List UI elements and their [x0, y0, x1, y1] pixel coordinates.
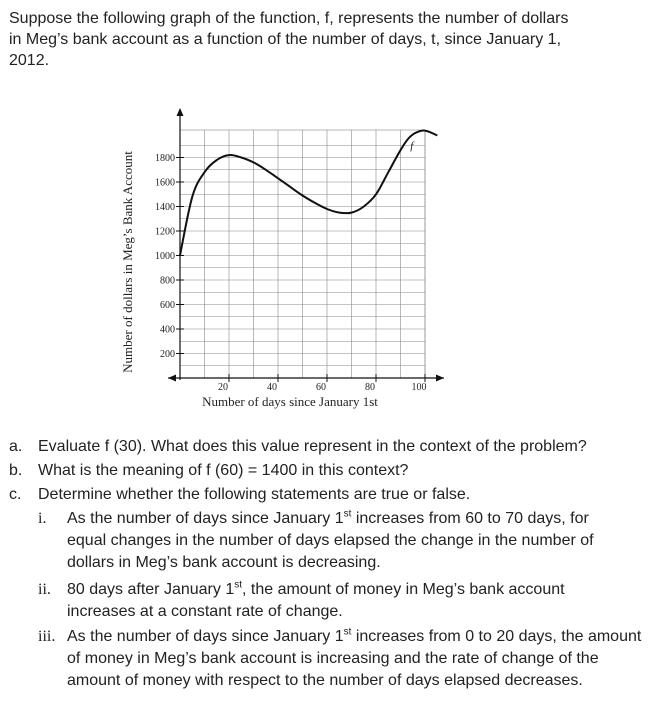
- question-a-marker: a.: [9, 438, 23, 455]
- statement-ii-line-1: [67, 579, 653, 601]
- question-a-text: Evaluate f (30). What does this value represent in the context of the problem?: [38, 438, 587, 455]
- statement-iii-sup: st: [343, 626, 352, 638]
- question-b-text: What is the meaning of f (60) = 1400 in this context?: [38, 462, 409, 479]
- statement-i-marker: i.: [38, 510, 47, 527]
- y-tick-label: 1600: [155, 177, 175, 189]
- statement-i-line-1-start: As the number of days since January 1: [67, 510, 344, 527]
- statement-i-text: [67, 508, 653, 574]
- intro-line-1: Suppose the following graph of the function, f, represents the number of dollars: [9, 10, 569, 27]
- statement-ii-text: [67, 579, 653, 623]
- y-tick-label: 800: [160, 275, 175, 287]
- function-f-curve: [180, 131, 437, 256]
- x-tick-labels: [218, 374, 427, 393]
- chart-axes: [168, 108, 444, 382]
- statement-ii-sup: st: [234, 579, 242, 591]
- y-tick-label: 1400: [155, 202, 175, 213]
- bank-account-graph: [110, 100, 450, 420]
- statement-i-line-1: [67, 508, 653, 530]
- y-axis-arrow: [177, 108, 184, 116]
- statement-ii-line-1-start: 80 days after January 1: [67, 581, 235, 598]
- question-c-marker: c.: [9, 486, 22, 503]
- intro-line-2: in Meg’s bank account as a function of the number of days, t, since January 1,: [9, 31, 562, 48]
- statement-i-line-2: equal changes in the number of days elapsed the change in the number of: [67, 532, 594, 549]
- x-tick-label: 20: [218, 382, 228, 393]
- statement-iii-marker: iii.: [38, 628, 56, 645]
- question-c-text: Determine whether the following statements are true or false.: [38, 486, 471, 503]
- statement-ii-marker: ii.: [38, 581, 51, 598]
- statement-iii-line-1-start: As the number of days since January 1: [67, 628, 344, 645]
- x-tick-label: 100: [411, 382, 427, 393]
- y-axis-label: Number of dollars in Meg’s Bank Account: [120, 151, 135, 373]
- statement-iii-line-1: [67, 626, 658, 648]
- chart-grid: [180, 130, 425, 378]
- x-tick-label: 80: [365, 382, 375, 393]
- x-tick-label: 40: [267, 382, 277, 393]
- x-tick-label: 60: [316, 382, 326, 393]
- question-b-marker: b.: [9, 462, 23, 479]
- statement-iii-line-3: amount of money with respect to the number of days elapsed decreases.: [67, 672, 583, 689]
- curve-label-f: f: [410, 139, 414, 152]
- y-tick-label: 1800: [155, 153, 175, 164]
- y-tick-label: 600: [160, 300, 175, 311]
- statement-iii-line-1-end: increases from 0 to 20 days, the amount: [351, 628, 642, 645]
- statement-iii-text: [67, 626, 658, 692]
- statement-ii-line-2: increases at a constant rate of change.: [67, 603, 343, 620]
- y-tick-label: 200: [160, 349, 175, 360]
- statement-ii-line-1-end: , the amount of money in Meg’s bank account: [242, 581, 565, 598]
- intro-line-3: 2012.: [9, 52, 50, 69]
- y-tick-label: 400: [160, 324, 175, 336]
- y-tick-label: 1000: [155, 251, 175, 262]
- problem-statement: [9, 8, 649, 71]
- y-tick-label: 1200: [155, 226, 175, 238]
- statement-i-line-1-end: increases from 60 to 70 days, for: [351, 510, 589, 527]
- statement-iii-line-2: of money in Meg’s bank account is increasing and the rate of change of the: [67, 650, 599, 667]
- statement-i-sup: st: [343, 508, 352, 520]
- x-axis-label: Number of days since January 1st: [202, 394, 378, 409]
- x-axis-arrow-left: [168, 375, 176, 382]
- x-axis-arrow-right: [436, 375, 444, 382]
- statement-i-line-3: dollars in Meg’s bank account is decreasing.: [67, 554, 381, 571]
